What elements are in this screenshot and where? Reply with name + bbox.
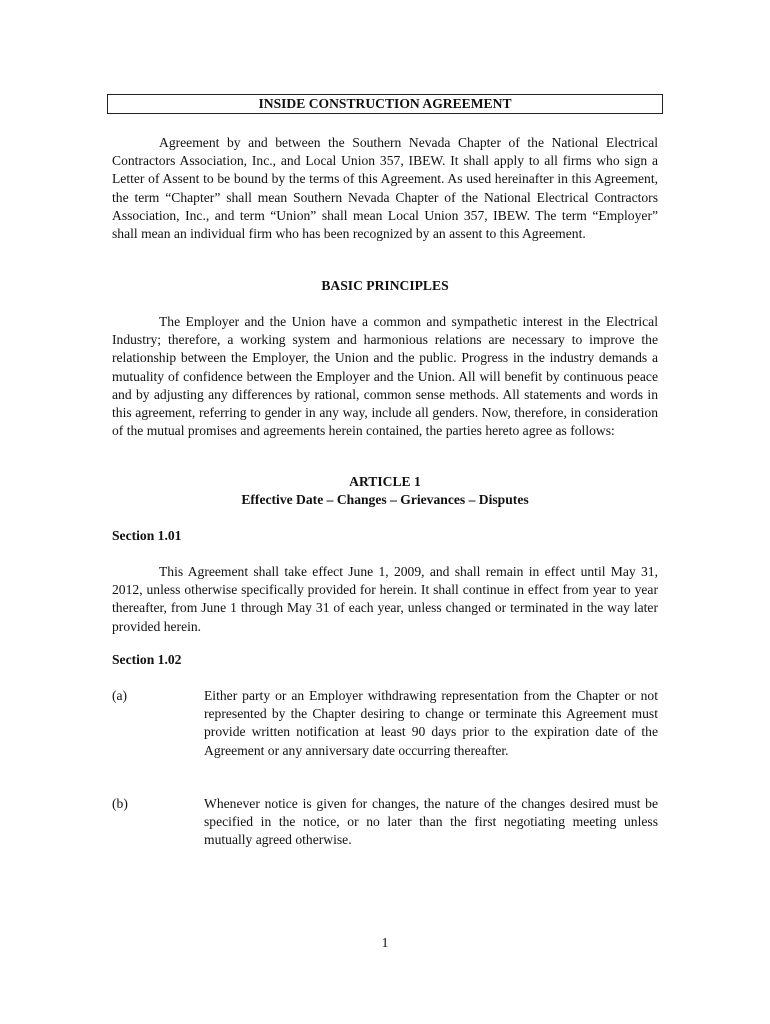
basic-principles-heading: BASIC PRINCIPLES — [321, 278, 449, 293]
intro-text: Agreement by and between the Southern Nevada Chapter of the National Electrical Contractors Association, Inc., and Local Union 357, IBEW. It shall apply to all firms who sign a Letter of Assent to be bound by the terms of this Agreement. As used hereinafter in this Agreement, the term “Chapter” shall mean Southern Nevada Chapter of the National Electrical Contractors Association, Inc., and term “Union” shall mean Local Union 357, IBEW. The term “Employer” shall mean an individual firm who has been recognized by an assent to this Agreement. — [112, 135, 658, 242]
list-item-text: Either party or an Employer withdrawing representation from the Chapter or not represented by the Chapter desiring to change or terminate this Agreement must provide written notification at least 90 days prior to the expiration date of the Agreement or any anniversary date occurring thereafter. — [204, 688, 658, 758]
section-1-01-paragraph — [112, 563, 658, 636]
list-item-text: Whenever notice is given for changes, the nature of the changes desired must be specified in the notice, or no later than the first negotiating meeting unless mutually agreed otherwise. — [204, 796, 658, 848]
basic-principles-paragraph — [112, 313, 658, 440]
intro-paragraph — [112, 134, 658, 243]
section-1-02-label: Section 1.02 — [112, 652, 182, 667]
document-title: INSIDE CONSTRUCTION AGREEMENT — [107, 94, 663, 114]
article-subtitle: Effective Date – Changes – Grievances – Disputes — [241, 492, 529, 507]
article-number: ARTICLE 1 — [349, 474, 421, 489]
basic-principles-text: The Employer and the Union have a common and sympathetic interest in the Electrical Industry; therefore, a working system and harmonious relations are necessary to improve the relationship between the Employer, the Union and the public. Progress in the industry demands a mutuality of confidence between the Employer and the Union. All will benefit by continuous peace and by adjusting any differences by rational, common sense methods. All statements and words in this agreement, referring to gender in any way, include all genders. Now, therefore, in consideration of the mutual promises and agreements herein contained, the parties hereto agree as follows: — [112, 314, 658, 439]
list-item-letter: (a) — [112, 688, 128, 703]
section-1-01-label: Section 1.01 — [112, 528, 182, 543]
list-item-letter: (b) — [112, 796, 128, 811]
page-number: 1 — [381, 935, 389, 950]
section-1-01-text: This Agreement shall take effect June 1, 2009, and shall remain in effect until May 31, 2012, unless otherwise specifically provided for herein. It shall continue in effect from year to year thereafter, from June 1 through May 31 of each year, unless changed or terminated in the way later provided herein. — [112, 564, 658, 634]
